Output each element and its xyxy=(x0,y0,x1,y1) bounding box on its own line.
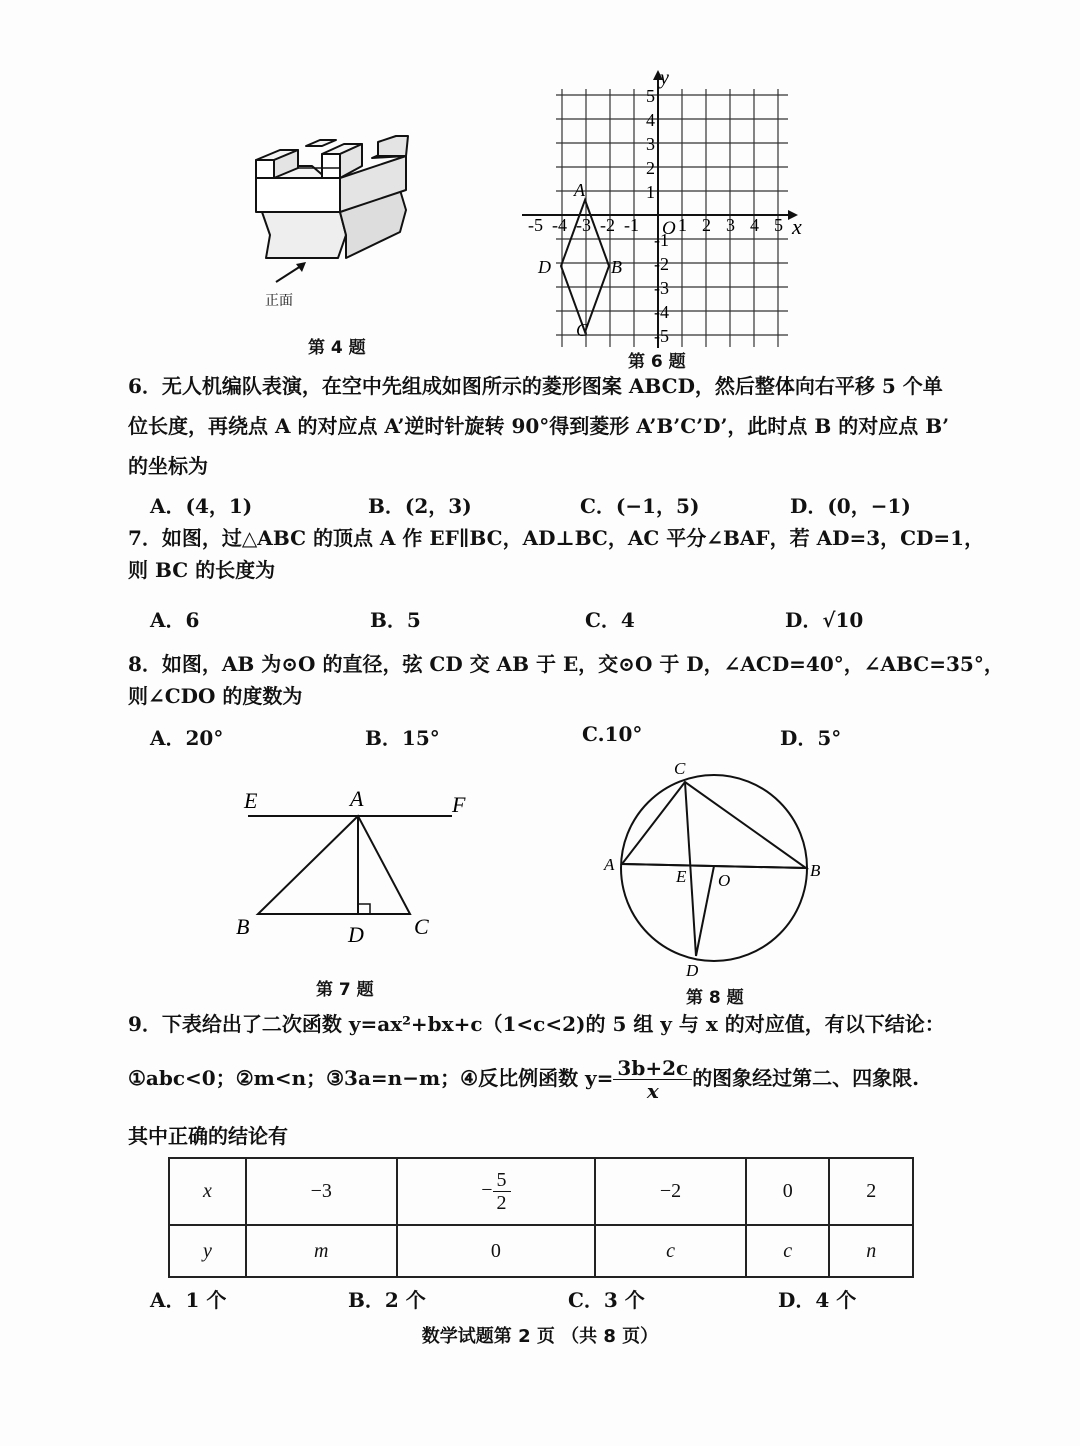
x-tick-label: 1 xyxy=(678,215,687,235)
q6-line3: 的坐标为 xyxy=(128,454,208,478)
figure7-caption: 第 7 题 xyxy=(316,980,374,1000)
label-a: A xyxy=(604,855,615,874)
label-e: E xyxy=(676,867,687,886)
q9-frac-den: x xyxy=(646,1079,659,1103)
cell-y-2: 0 xyxy=(397,1225,596,1277)
x-tick-label: 4 xyxy=(750,215,759,235)
figure6-caption: 第 6 题 xyxy=(628,352,686,372)
q6-line1: 6．无人机编队表演，在空中先组成如图所示的菱形图案 ABCD，然后整体向右平移 5 个单 xyxy=(128,374,943,398)
triangle-abc xyxy=(258,816,410,914)
x-tick-label: -5 xyxy=(528,215,543,235)
x-tick-label: 3 xyxy=(726,215,735,235)
label-o: O xyxy=(718,871,731,890)
x-tick-label: -2 xyxy=(600,215,615,235)
point-d-label: D xyxy=(538,257,551,277)
y-tick-label: 2 xyxy=(646,158,655,178)
y-tick-label: -1 xyxy=(654,230,669,250)
figure4-solid xyxy=(240,130,440,310)
cell-x-label: x xyxy=(169,1158,246,1225)
q7-option-c[interactable]: C．4 xyxy=(585,608,635,632)
figure8-caption: 第 8 题 xyxy=(686,988,744,1008)
q7-option-d[interactable]: D．√10 xyxy=(785,608,864,632)
y-tick-label: 1 xyxy=(646,182,655,202)
table-fraction xyxy=(493,1169,511,1214)
q9-line2 xyxy=(128,1050,919,1106)
cell-x-5: 2 xyxy=(829,1158,913,1225)
q9-line2-post: 的图象经过第二、四象限. xyxy=(692,1066,920,1090)
label-a: A xyxy=(350,786,364,811)
cell-y-5: n xyxy=(829,1225,913,1277)
triangle-acb xyxy=(622,782,806,868)
radius-od xyxy=(696,866,714,956)
page-footer: 数学试题第 2 页 （共 8 页） xyxy=(421,1326,659,1347)
figure8-circle xyxy=(598,758,830,982)
q9-table xyxy=(168,1157,914,1278)
right-angle-mark xyxy=(358,904,370,914)
x-tick-label: 5 xyxy=(774,215,783,235)
y-tick-label: -3 xyxy=(654,278,669,298)
q9-option-b[interactable]: B．2 个 xyxy=(348,1288,426,1312)
q6-option-d[interactable]: D．(0，−1) xyxy=(790,494,911,518)
q9-fraction xyxy=(613,1057,692,1102)
q6-option-b[interactable]: B．(2，3) xyxy=(368,494,472,518)
origin-label: O xyxy=(662,218,676,239)
q6-line2: 位长度，再绕点 A 的对应点 A’逆时针旋转 90°得到菱形 A’B’C’D’，此时点 B 的对应点 B’ xyxy=(128,414,950,438)
q9-option-a[interactable]: A．1 个 xyxy=(150,1288,227,1312)
table-row-x xyxy=(169,1158,913,1225)
q7-option-b[interactable]: B．5 xyxy=(370,608,421,632)
x-tick-label: -3 xyxy=(576,215,591,235)
label-d: D xyxy=(348,922,364,947)
cell-y-1: m xyxy=(246,1225,397,1277)
table-frac-num: 5 xyxy=(493,1169,511,1192)
q9-frac-num: 3b+2c xyxy=(613,1057,692,1080)
label-c: C xyxy=(674,759,686,778)
x-tick-label: -1 xyxy=(624,215,639,235)
q8-option-b[interactable]: B．15° xyxy=(365,726,440,750)
y-tick-label: -2 xyxy=(654,254,669,274)
q8-option-a[interactable]: A．20° xyxy=(150,726,224,750)
cell-x-2 xyxy=(397,1158,596,1225)
chord-cd xyxy=(685,782,696,956)
q9-line2-pre: ①abc<0；②m<n；③3a=n−m；④反比例函数 y= xyxy=(128,1066,614,1090)
label-b: B xyxy=(236,914,250,939)
cell-y-3: c xyxy=(595,1225,746,1277)
figure7-triangle xyxy=(230,780,490,950)
q6-option-c[interactable]: C．(−1，5) xyxy=(580,494,700,518)
q9-option-c[interactable]: C．3 个 xyxy=(568,1288,645,1312)
q8-line1: 8．如图，AB 为⊙O 的直径，弦 CD 交 AB 于 E，交⊙O 于 D，∠ACD=40°，∠ABC=35°， xyxy=(128,652,1004,676)
frac-sign: − xyxy=(481,1179,493,1202)
cell-y-4: c xyxy=(746,1225,830,1277)
q9-option-d[interactable]: D．4 个 xyxy=(778,1288,857,1312)
label-c: C xyxy=(414,914,429,939)
q8-line2: 则∠CDO 的度数为 xyxy=(128,684,303,708)
q9-line3: 其中正确的结论有 xyxy=(128,1124,288,1148)
label-b: B xyxy=(810,861,821,880)
label-e: E xyxy=(244,788,258,813)
y-tick-label: 3 xyxy=(646,134,655,154)
front-label: 正面 xyxy=(265,293,293,309)
q7-line1: 7．如图，过△ABC 的顶点 A 作 EF∥BC，AD⊥BC，AC 平分∠BAF，若 AD=3，CD=1， xyxy=(128,526,985,550)
q7-line2: 则 BC 的长度为 xyxy=(128,558,276,582)
x-tick-label: 2 xyxy=(702,215,711,235)
cell-x-3: −2 xyxy=(595,1158,746,1225)
y-tick-label: -5 xyxy=(654,326,669,346)
q7-option-a[interactable]: A．6 xyxy=(150,608,200,632)
q8-option-d[interactable]: D．5° xyxy=(780,726,842,750)
y-tick-label: -4 xyxy=(654,302,669,322)
x-axis-label: x xyxy=(792,214,802,239)
q6-option-a[interactable]: A．(4，1) xyxy=(150,494,253,518)
cell-x-4: 0 xyxy=(746,1158,830,1225)
label-f: F xyxy=(452,792,466,817)
y-tick-label: 5 xyxy=(646,86,655,106)
figure6-coordinate-grid xyxy=(520,68,810,350)
table-frac-den: 2 xyxy=(496,1192,507,1214)
y-tick-label: 4 xyxy=(646,110,655,130)
figure4-caption: 第 4 题 xyxy=(308,338,366,358)
label-d: D xyxy=(686,961,699,980)
y-axis-label: y xyxy=(660,68,669,89)
point-c-label: C xyxy=(576,320,589,340)
table-row-y xyxy=(169,1225,913,1277)
q9-line1: 9．下表给出了二次函数 y=ax²+bx+c（1<c<2)的 5 组 y 与 x 的对应值，有以下结论： xyxy=(128,1012,945,1036)
cell-y-label: y xyxy=(169,1225,246,1277)
q8-option-c[interactable]: C.10° xyxy=(582,722,643,746)
x-tick-label: -4 xyxy=(552,215,567,235)
point-a-label: A xyxy=(574,180,585,200)
cell-x-1: −3 xyxy=(246,1158,397,1225)
point-b-label: B xyxy=(611,257,622,277)
